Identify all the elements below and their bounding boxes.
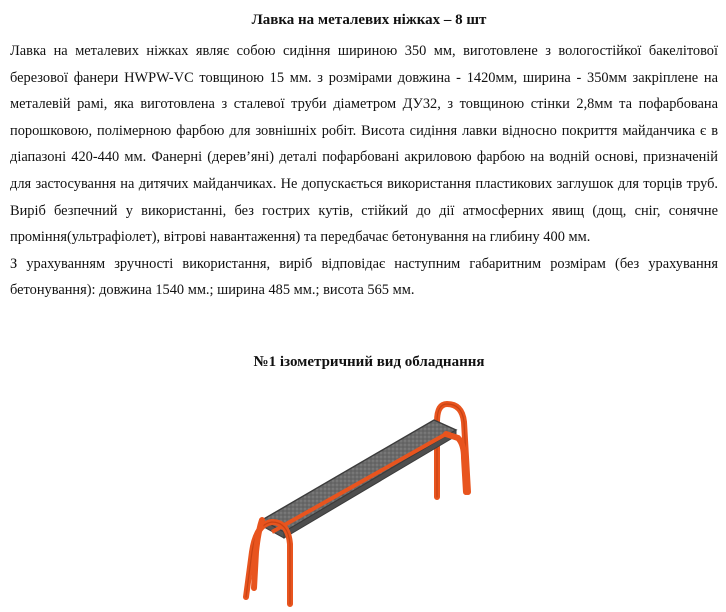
document-title: Лавка на металевих ніжках – 8 шт [251, 12, 487, 28]
bench-illustration [232, 392, 482, 607]
paragraph-description: Лавка на металевих ніжках являє собою сидіння шириною 350 мм, виготовлене з вологостійкої бакелітової березової фанери HWPW-VC товщиною 15 мм. з розмірами довжина - 1420мм, ширина - 350мм закріплене на металевій рамі, яка виготовлена з сталевої труби діаметром ДУ32, з товщиною стінки 2,8мм та пофарбована порошковою, полімерною фарбою для зовнішніх робіт. Висота сидіння лавки відносно покриття майданчика є в діапазоні 420-440 мм. Фанерні (дерев’яні) деталі пофарбовані акриловою фарбою на водній основі, призначеній для застосування на дитячих майданчиках. Не допускається використання пластикових заглушок для торців труб. Виріб безпечний у використанні, без гострих кутів, стійкий до дії атмосферних явищ (дощ, сніг, сонячне проміння(ультрафіолет), вітрові навантаження) та передбачає бетонування на глибину 400 мм. [10, 43, 718, 246]
document-body [10, 38, 718, 304]
bench-icon [232, 392, 482, 607]
figure-caption: №1 ізометричний вид обладнання [253, 354, 485, 370]
frame-leg-back-left [254, 520, 262, 588]
seat-plank [262, 420, 456, 532]
paragraph-dimensions: З урахуванням зручності використання, виріб відповідає наступним габаритним розмірам (без урахування бетонування): довжина 1540 мм.; ширина 485 мм.; висота 565 мм. [10, 255, 718, 299]
frame-leg-front-right [446, 434, 466, 492]
